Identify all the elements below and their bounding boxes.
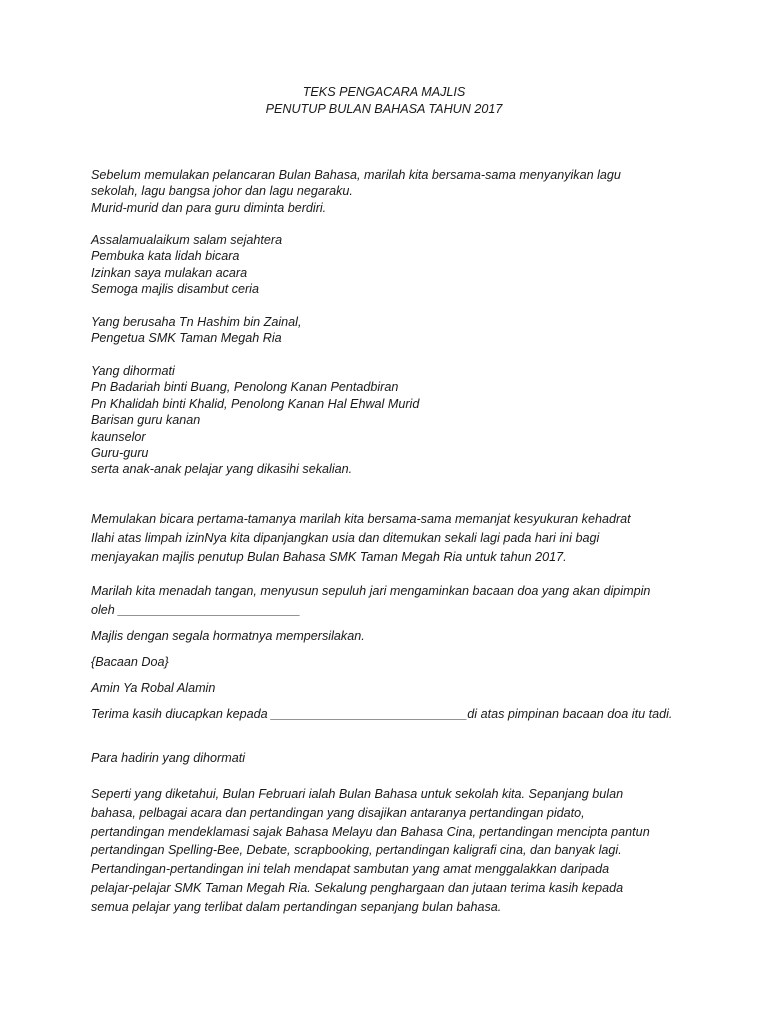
text-line: Pengetua SMK Taman Megah Ria: [91, 331, 282, 346]
intro-paragraph: [91, 167, 691, 216]
text-line: menjayakan majlis penutup Bulan Bahasa SMK Taman Megah Ria untuk tahun 2017.: [91, 549, 567, 564]
prayer-invitation: [91, 582, 691, 620]
text-line: Yang berusaha Tn Hashim bin Zainal,: [91, 315, 302, 329]
thanks-line: Terima kasih diucapkan kepada ____________________________di atas pimpinan bacaan doa itu tadi.: [91, 707, 673, 721]
opening-paragraph: [91, 510, 691, 566]
principal-greeting: [91, 314, 691, 347]
pantun-verse: [91, 232, 691, 298]
text-line: Guru-guru: [91, 445, 149, 460]
text-line: Barisan guru kanan: [91, 413, 201, 428]
text-line: Sebelum memulakan pelancaran Bulan Bahasa, marilah kita bersama-sama menyanyikan lagu: [91, 168, 621, 182]
text-line: Murid-murid dan para guru diminta berdiri.: [91, 200, 327, 215]
text-line: Izinkan saya mulakan acara: [91, 265, 248, 280]
document-title: TEKS PENGACARA MAJLIS: [302, 85, 466, 99]
text-line: Marilah kita menadah tangan, menyusun sepuluh jari mengaminkan bacaan doa yang akan dipimpin: [91, 584, 651, 598]
text-line: bahasa, pelbagai acara dan pertandingan yang disajikan antaranya pertandingan pidato,: [91, 805, 585, 820]
text-line: Ilahi atas limpah izinNya kita dipanjangkan usia dan ditemukan sekali lagi pada hari ini bagi: [91, 530, 600, 545]
text-line: Pembuka kata lidah bicara: [91, 249, 240, 264]
text-line: pelajar-pelajar SMK Taman Megah Ria. Sekalung penghargaan dan jutaan terima kasih kepada: [91, 880, 624, 895]
text-line: Seperti yang diketahui, Bulan Februari ialah Bulan Bahasa untuk sekolah kita. Sepanjang bulan: [91, 787, 624, 801]
text-line: Pn Badariah binti Buang, Penolong Kanan Pentadbiran: [91, 380, 399, 395]
text-line: semua pelajar yang terlibat dalam pertandingan sepanjang bulan bahasa.: [91, 899, 502, 914]
closing-paragraph: [91, 785, 691, 917]
text-line: Memulakan bicara pertama-tamanya marilah kita bersama-sama memanjat kesyukuran kehadrat: [91, 512, 631, 526]
text-line: Assalamualaikum salam sejahtera: [91, 233, 283, 247]
text-line: Pn Khalidah binti Khalid, Penolong Kanan Hal Ehwal Murid: [91, 396, 420, 411]
doa-marker: {Bacaan Doa}: [91, 655, 169, 669]
invite-line: Majlis dengan segala hormatnya mempersilakan.: [91, 629, 365, 643]
text-line: pertandingan Spelling-Bee, Debate, scrapbooking, pertandingan kaligrafi cina, dan banyak lagi.: [91, 843, 622, 858]
text-line: Semoga majlis disambut ceria: [91, 282, 259, 297]
text-line: oleh __________________________: [91, 602, 301, 617]
text-line: sekolah, lagu bangsa johor dan lagu negaraku.: [91, 184, 353, 199]
text-line: pertandingan mendeklamasi sajak Bahasa Melayu dan Bahasa Cina, pertandingan mencipta pantun: [91, 824, 650, 839]
text-line: kaunselor: [91, 429, 146, 444]
honoured-guests-list: [91, 363, 691, 478]
text-line: serta anak-anak pelajar yang dikasihi sekalian.: [91, 462, 353, 477]
audience-greeting: Para hadirin yang dihormati: [91, 751, 246, 765]
text-line: Yang dihormati: [91, 364, 175, 378]
text-line: Pertandingan-pertandingan ini telah mendapat sambutan yang amat menggalakkan daripada: [91, 862, 610, 877]
amin-line: Amin Ya Robal Alamin: [91, 681, 216, 695]
document-subtitle: PENUTUP BULAN BAHASA TAHUN 2017: [265, 102, 503, 116]
